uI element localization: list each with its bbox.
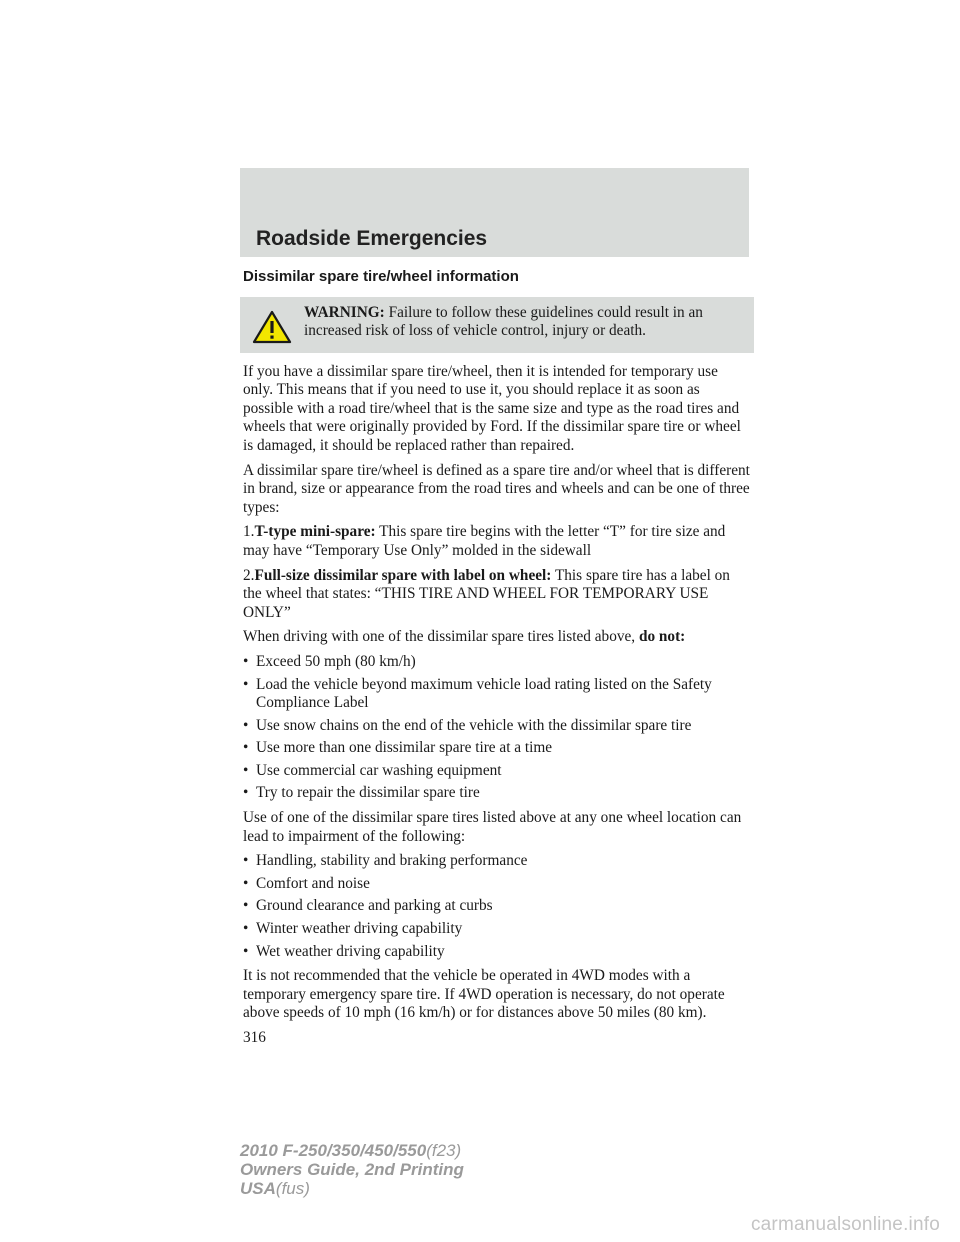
closing-paragraph: It is not recommended that the vehicle be operated in 4WD modes with a temporary emergency spare tire. If 4WD operation is necessary, do not operate above speeds of 10 mph (16 km/h) or for distances above 50 miles (80 km). [243, 967, 725, 1022]
type-label: T-type mini-spare: [254, 523, 376, 541]
page-number: 316 [243, 1029, 266, 1046]
document-footer [240, 1141, 464, 1198]
footer-model-code: (f23) [426, 1141, 462, 1160]
paragraph-temporary-use: If you have a dissimilar spare tire/wheel, then it is intended for temporary use only. This means that if you need to use it, you should replace it as soon as possible with a road tire/wheel that is the same size and type as the road tires and wheels that were originally provided by Ford. If the dissimilar spare tire or wheel is damaged, it should be replaced rather than repaired. [243, 362, 741, 454]
list-item: • Exceed 50 mph (80 km/h) [243, 653, 751, 672]
type-number: 1. [243, 523, 255, 541]
type-item-2 [243, 567, 751, 623]
list-item: • Use more than one dissimilar spare tire at a time [243, 739, 751, 758]
impairment-list [243, 852, 751, 961]
paragraph-definition: A dissimilar spare tire/wheel is defined as a spare tire and/or wheel that is different in brand, size or appearance from the road tires and wheels and can be one of three types: [243, 461, 750, 516]
type-label: Full-size dissimilar spare with label on wheel: [254, 566, 552, 584]
list-item: • Use snow chains on the end of the vehicle with the dissimilar spare tire [243, 717, 751, 736]
list-item: • Use commercial car washing equipment [243, 762, 751, 781]
section-title: Dissimilar spare tire/wheel information [243, 268, 519, 285]
list-item: • Handling, stability and braking performance [243, 852, 751, 871]
warning-box [240, 297, 754, 353]
section-header-band [240, 168, 749, 257]
list-item: • Comfort and noise [243, 875, 751, 894]
footer-line-3 [240, 1179, 464, 1198]
footer-line-1 [240, 1141, 464, 1160]
footer-line-2: Owners Guide, 2nd Printing [240, 1160, 464, 1179]
warning-triangle-icon [252, 310, 292, 344]
warning-text [304, 304, 744, 341]
warning-label: WARNING: [304, 303, 385, 321]
footer-model: 2010 F-250/350/450/550 [240, 1141, 427, 1160]
watermark[interactable]: carmanualsonline.info [750, 1214, 940, 1235]
impairment-intro: Use of one of the dissimilar spare tires listed above at any one wheel location can lead to impairment of the following: [243, 809, 742, 845]
footer-market-code: (fus) [275, 1179, 310, 1198]
do-not-intro-text: When driving with one of the dissimilar spare tires listed above, [243, 628, 636, 646]
page-content [243, 268, 751, 1048]
type-description: This spare tire begins with the letter “T” for tire size and may have “Temporary Use Only” molded in the sidewall [243, 523, 726, 559]
type-number: 2. [243, 566, 255, 584]
do-not-emphasis: do not: [638, 628, 686, 646]
warning-message: Failure to follow these guidelines could result in an increased risk of loss of vehicle control, injury or death. [304, 303, 703, 340]
type-item-1 [243, 523, 751, 560]
list-item: • Wet weather driving capability [243, 943, 751, 962]
chapter-title: Roadside Emergencies [256, 227, 488, 250]
footer-market: USA [240, 1179, 276, 1198]
list-item: • Winter weather driving capability [243, 920, 751, 939]
list-item: • Ground clearance and parking at curbs [243, 897, 751, 916]
type-description: This spare tire has a label on the wheel that states: “THIS TIRE AND WHEEL FOR TEMPORARY USE ONLY” [243, 566, 730, 621]
do-not-intro [243, 628, 751, 647]
list-item: • Try to repair the dissimilar spare tire [243, 784, 751, 803]
list-item: • Load the vehicle beyond maximum vehicle load rating listed on the Safety Compliance Label [243, 676, 751, 713]
do-not-list [243, 653, 751, 803]
